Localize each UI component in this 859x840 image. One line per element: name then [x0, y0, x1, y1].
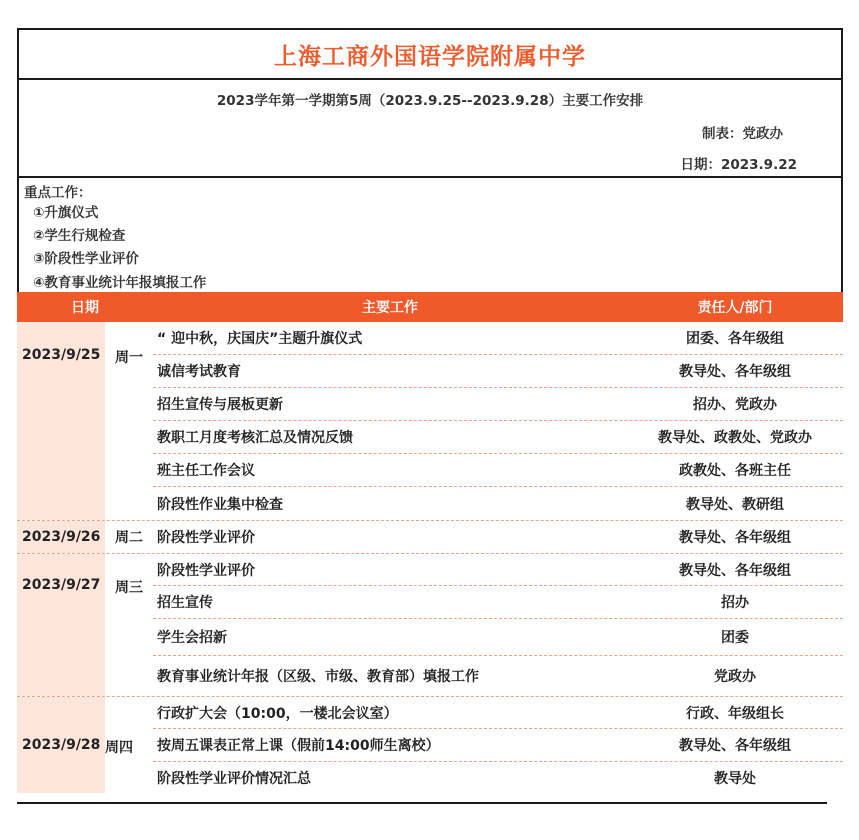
table-row [153, 454, 843, 487]
header-date: 日期 [71, 300, 99, 316]
table-row [153, 388, 843, 421]
key-work-item: ③阶段性学业评价 [33, 251, 139, 268]
dept-cell: 教导处、各年级组 [679, 530, 791, 546]
maker-label: 制表：党政办 [702, 126, 783, 142]
work-cell: 行政扩大会（10:00，一楼北会议室） [157, 705, 398, 722]
work-cell: “ 迎中秋，庆国庆”主题升旗仪式 [157, 331, 363, 347]
weekday-cell: 周三 [115, 580, 143, 596]
table-row [153, 762, 843, 793]
date-cell: 2023/9/27 [17, 554, 105, 696]
work-cell: 教育事业统计年报（区级、市级、教育部）填报工作 [157, 669, 479, 685]
dept-cell: 行政、年级组长 [686, 705, 784, 722]
table-row [153, 586, 843, 619]
work-cell: 班主任工作会议 [157, 463, 255, 479]
dept-cell: 教导处、政教处、党政办 [658, 430, 812, 446]
dept-cell: 招办 [721, 595, 749, 611]
schedule-subtitle: 2023学年第一学期第5周（2023.9.25--2023.9.28）主要工作安排 [216, 93, 644, 109]
date-cell: 2023/9/25 [17, 322, 105, 520]
row-list [153, 697, 843, 793]
key-work-item: ②学生行规检查 [33, 228, 126, 245]
dept-cell: 教导处、各年级组 [679, 364, 791, 380]
work-cell: 阶段性学业评价情况汇总 [157, 770, 311, 787]
school-title: 上海工商外国语学院附属中学 [274, 43, 586, 70]
work-cell: 按周五课表正常上课（假前14:00师生离校） [157, 738, 440, 754]
day-group [17, 554, 843, 696]
work-cell: 招生宣传 [157, 595, 213, 611]
table-row [153, 729, 843, 762]
weekday-cell: 周二 [115, 530, 143, 546]
table-row [153, 619, 843, 656]
table-row [153, 697, 843, 729]
key-work-section [19, 178, 841, 292]
table-row [153, 521, 843, 553]
work-cell: 阶段性学业评价 [157, 562, 255, 579]
table-bottom-border [17, 802, 827, 804]
dept-cell: 团委、各年级组 [686, 331, 784, 347]
day-group [17, 697, 843, 793]
key-work-title: 重点工作： [24, 185, 92, 201]
table-row [153, 554, 843, 586]
sheet-header [17, 28, 843, 292]
dept-cell: 招办、党政办 [693, 397, 777, 413]
table-row [153, 487, 843, 520]
table-header [17, 292, 843, 322]
day-group [17, 521, 843, 553]
table-row [153, 421, 843, 454]
header-dept: 责任人/部门 [697, 300, 773, 316]
row-list [153, 521, 843, 553]
date-cell: 2023/9/26 [17, 521, 105, 553]
dept-cell: 教导处、各年级组 [679, 738, 791, 754]
dept-cell: 教导处、教研组 [686, 496, 784, 513]
dept-cell: 教导处 [714, 770, 756, 787]
weekday-cell: 周一 [115, 350, 143, 366]
key-work-item: ①升旗仪式 [33, 205, 99, 221]
work-cell: 教职工月度考核汇总及情况反馈 [157, 430, 353, 446]
weekday-cell: 周四 [105, 740, 133, 756]
key-work-item: ④教育事业统计年报填报工作 [33, 274, 207, 291]
dept-cell: 团委 [721, 630, 749, 646]
row-list [153, 554, 843, 696]
date-cell: 2023/9/28 [17, 697, 105, 793]
title-row [19, 30, 841, 80]
issue-date: 日期：2023.9.22 [680, 157, 797, 173]
dept-cell: 教导处、各年级组 [679, 562, 791, 579]
table-row [153, 322, 843, 355]
table-row [153, 656, 843, 696]
row-list [153, 322, 843, 520]
schedule-sheet [17, 28, 843, 793]
work-cell: 诚信考试教育 [157, 364, 241, 380]
day-group [17, 322, 843, 520]
work-cell: 阶段性作业集中检查 [157, 496, 283, 513]
work-cell: 招生宣传与展板更新 [157, 397, 283, 413]
header-work: 主要工作 [362, 300, 418, 316]
dept-cell: 政教处、各班主任 [679, 463, 791, 479]
dept-cell: 党政办 [714, 669, 756, 685]
table-row [153, 355, 843, 388]
meta-block [19, 80, 841, 178]
work-cell: 阶段性学业评价 [157, 530, 255, 546]
work-cell: 学生会招新 [157, 630, 227, 646]
